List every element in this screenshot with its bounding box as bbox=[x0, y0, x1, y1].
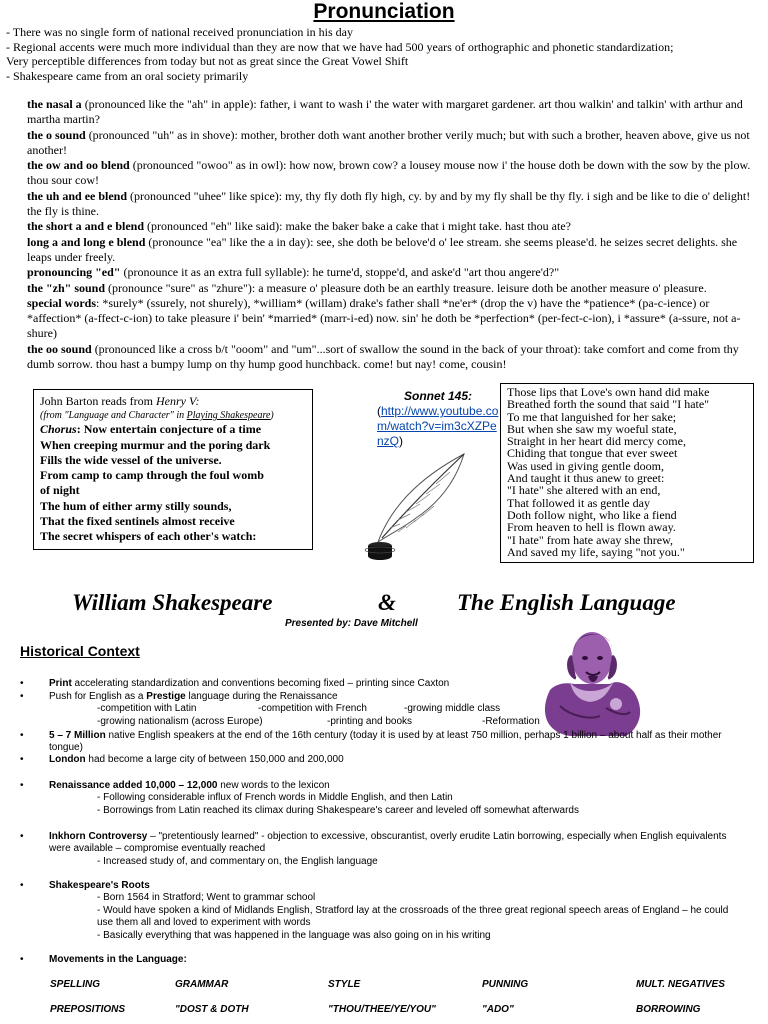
barton-reading-box bbox=[33, 389, 313, 550]
sonnet-line: "I hate" she altered with an end, bbox=[507, 483, 661, 498]
link-paren: ) bbox=[399, 434, 404, 448]
item-term: Inkhorn Controversy bbox=[49, 831, 148, 842]
sonnet-text-box bbox=[500, 383, 754, 563]
verse-line: Fills the wide vessel of the universe. bbox=[40, 452, 222, 467]
bullet: • bbox=[20, 954, 24, 965]
source-book: Playing Shakespeare bbox=[186, 410, 271, 422]
sound-entry bbox=[27, 235, 759, 266]
sound-description: (pronounced "uhee" like spice): my, thy fly doth fly high, cy. by and by my fly shall be thy fly. i sigh and be like to die o' delight! the fly is thine. bbox=[27, 188, 751, 219]
sub-point: - Increased study of, and commentary on, the English language bbox=[97, 855, 378, 867]
sound-entry bbox=[27, 219, 759, 234]
movement-label: STYLE bbox=[328, 979, 361, 990]
sonnet-line: Those lips that Love's own hand did make bbox=[507, 385, 710, 399]
barton-intro-text: John Barton reads from bbox=[40, 394, 156, 408]
sound-description: (pronounced like the "ah" in apple): father, i want to wash i' the water with margaret gardener. art thou walkin' and talkin' with arthur and martha martin? bbox=[27, 97, 743, 127]
sound-term: pronouncing "ed" bbox=[27, 265, 121, 280]
prestige-reasons-row bbox=[49, 703, 749, 715]
intro-line: Very perceptible differences from today but not as great since the Great Vowel Shift bbox=[6, 54, 409, 68]
verse-line: When creeping murmur and the poring dark bbox=[40, 437, 271, 452]
movement-label: "DOST & DOTH bbox=[175, 1004, 249, 1015]
inkhorn-line bbox=[49, 831, 749, 856]
sound-term: special words bbox=[27, 295, 96, 310]
verse-line: From camp to camp through the foul womb bbox=[40, 468, 264, 483]
item-term: London bbox=[49, 754, 86, 765]
item-text: accelerating standardization and conventions becoming fixed – printing since Caxton bbox=[71, 678, 450, 689]
sub-point: - Borrowings from Latin reached its climax during Shakespeare's career and leveled off somewhat afterwards bbox=[97, 804, 579, 816]
sonnet-line: To me that languished for her sake; bbox=[507, 409, 677, 424]
sound-entry bbox=[27, 281, 759, 296]
sound-term: the "zh" sound bbox=[27, 280, 106, 295]
item-text: new words to the lexicon bbox=[217, 780, 330, 791]
historical-context-heading: Historical Context bbox=[20, 643, 140, 659]
item-text: Push for English as a bbox=[49, 691, 147, 702]
sound-description: (pronounce "sure" as "zhure"): a measure o' pleasure doth be an earthly treasure. leisure doth be another measure o' pleasure. bbox=[105, 280, 707, 295]
item-term: Print bbox=[49, 678, 72, 689]
item-text: language during the Renaissance bbox=[185, 691, 338, 702]
sonnet-line: That followed it as gentle day bbox=[507, 495, 650, 510]
sound-description: (pronounced like a cross b/t "ooom" and "um"...sort of swallow the sound in the back of your throat): take comfort and come from thy dumb sorrow. thou hast a bumpy lump on thy hump good hunchback. come! but nay! come, cousin! bbox=[27, 341, 739, 372]
movement-label: "ADO" bbox=[482, 1004, 514, 1015]
sound-guide bbox=[27, 97, 759, 372]
sub-point: - Would have spoken a kind of Midlands English, Stratford lay at the crossroads of the three great regional speech areas of England – he could use them all and loved to experiment with words bbox=[97, 904, 729, 929]
london-item bbox=[49, 754, 749, 766]
bullet: • bbox=[20, 730, 24, 741]
barton-work-title: Henry V: bbox=[155, 394, 200, 408]
prestige-reason: -competition with French bbox=[258, 703, 367, 715]
sonnet-line: Doth follow night, who like a fiend bbox=[507, 507, 677, 522]
sound-entry bbox=[27, 342, 759, 373]
source-prefix: (from "Language and Character" in bbox=[40, 410, 187, 422]
item-term: 5 – 7 Million bbox=[49, 730, 106, 741]
verse-speaker: Chorus bbox=[40, 422, 77, 437]
item-term: Prestige bbox=[146, 691, 186, 702]
movement-label: PREPOSITIONS bbox=[50, 1004, 126, 1015]
prestige-reason: -growing nationalism (across Europe) bbox=[97, 715, 263, 727]
section-banner bbox=[0, 590, 768, 620]
sonnet-link-line bbox=[377, 404, 499, 449]
barton-source bbox=[40, 409, 312, 422]
sound-description: (pronounced "eh" like said): make the baker bake a cake that i might take. hast thou ate? bbox=[144, 219, 571, 234]
sound-entry bbox=[27, 128, 759, 159]
prestige-reason: -Reformation bbox=[482, 715, 540, 727]
sound-description: (pronounce it as an extra full syllable): he turne'd, stoppe'd, and aske'd "art thou angere'd?" bbox=[120, 265, 560, 280]
prestige-reason: -growing middle class bbox=[404, 703, 501, 715]
verse-line: of night bbox=[40, 483, 80, 498]
sonnet-line: And taught it thus anew to greet: bbox=[507, 471, 665, 486]
verse-text: : Now entertain conjecture of a time bbox=[76, 422, 262, 437]
verse-line: That the fixed sentinels almost receive bbox=[40, 514, 235, 529]
sound-description: (pronounced "owoo" as in owl): how now, brown cow? a lousey mouse now i' the house doth be down with the sow by the plow. thou sour cow! bbox=[27, 158, 751, 188]
sound-description: (pronounced "uh" as in shove): mother, brother doth want another brother verily much; but with such a brother, heaven above, give us not another! bbox=[27, 127, 750, 157]
verse-line: The hum of either army stilly sounds, bbox=[40, 498, 232, 513]
verse-line bbox=[40, 422, 312, 437]
sound-description: : *surely* (ssurely, not shurely), *william* (willam) drake's father shall *ne'er* (drop the v) have the *patience* (pa-c-ience) or *affection* (a-ffect-c-ion) to take pleasure i' bein' *married* (marr-i-ed) now. sin' he doth be *perfection* (per-fect-c-ion), i *assure* (a-ssure, not a-shure) bbox=[27, 295, 741, 341]
sonnet-line: From heaven to hell is flown away. bbox=[507, 520, 676, 535]
intro-line: - There was no single form of national received pronunciation in his day bbox=[6, 25, 354, 39]
inkhorn-item bbox=[49, 831, 749, 868]
movements-item bbox=[49, 954, 749, 966]
sonnet-line: And saved my life, saying "not you." bbox=[507, 544, 685, 559]
prestige-item bbox=[49, 691, 749, 728]
page-title: Pronunciation bbox=[313, 0, 455, 23]
item-text: had become a large city of between 150,000 and 200,000 bbox=[85, 754, 344, 765]
sound-term: long a and long e blend bbox=[27, 234, 146, 249]
sound-description: (pronounce "ea" like the a in day): see, she doth be belove'd o' lee stream. she seems please'd. he seizes secret delights. she leaps under freely. bbox=[27, 234, 738, 264]
bullet: • bbox=[20, 831, 24, 842]
prestige-reason: -competition with Latin bbox=[97, 703, 197, 715]
link-paren: ( bbox=[377, 404, 381, 418]
sonnet-video-link[interactable]: http://www.youtube.com/watch?v=im3cXZPenzQ bbox=[377, 404, 499, 448]
quill-and-inkwell-icon bbox=[360, 450, 470, 562]
movement-label: MULT. NEGATIVES bbox=[636, 979, 725, 990]
sound-term: the o sound bbox=[27, 127, 86, 142]
roots-item bbox=[49, 880, 749, 942]
sonnet-line: Was used in giving gentle doom, bbox=[507, 458, 665, 473]
movement-label: PUNNING bbox=[482, 979, 529, 990]
banner-right-title: The English Language bbox=[457, 590, 676, 615]
sound-entry bbox=[27, 189, 759, 220]
prestige-reason: -printing and books bbox=[327, 715, 413, 727]
sound-term: the nasal a bbox=[27, 97, 82, 111]
sub-point: - Basically everything that was happened in the language was also going on in his writing bbox=[97, 929, 491, 941]
sound-term: the uh and ee blend bbox=[27, 188, 128, 203]
banner-left-title: William Shakespeare bbox=[72, 590, 273, 615]
movement-label: SPELLING bbox=[50, 979, 101, 990]
sonnet-line: Chiding that tongue that ever sweet bbox=[507, 446, 678, 461]
speakers-item bbox=[49, 730, 749, 755]
item-term: Movements in the Language: bbox=[49, 954, 187, 965]
item-text: native English speakers at the end of the 16th century (today it is used by at least 750 million, perhaps 1 billion – about half as their mother tongue) bbox=[49, 730, 722, 754]
source-suffix: ) bbox=[270, 410, 274, 422]
prestige-line bbox=[49, 691, 749, 703]
prestige-reasons-row bbox=[49, 716, 749, 728]
sonnet-line: Straight in her heart did mercy come, bbox=[507, 434, 686, 449]
intro-line: - Shakespeare came from an oral society primarily bbox=[6, 68, 249, 83]
movement-label: GRAMMAR bbox=[175, 979, 229, 990]
sound-term: the short a and e blend bbox=[27, 219, 145, 234]
sound-entry bbox=[27, 97, 759, 128]
sound-term: the oo sound bbox=[27, 341, 92, 356]
presenter-credit: Presented by: Dave Mitchell bbox=[285, 618, 418, 629]
banner-ampersand: & bbox=[378, 590, 396, 615]
sub-point: - Following considerable influx of French words in Middle English, and then Latin bbox=[97, 792, 453, 804]
sound-entry bbox=[27, 265, 759, 280]
item-text: – "pretentiously learned" - objection to excessive, obscurantist, overly erudite Latin borrowing, especially when English equivalents were available – compromise eventually reached bbox=[49, 831, 727, 855]
bullet: • bbox=[20, 880, 24, 891]
item-term: Shakespeare's Roots bbox=[49, 880, 150, 891]
bullet: • bbox=[20, 780, 24, 791]
renaissance-item bbox=[49, 780, 749, 817]
bullet: • bbox=[20, 754, 24, 765]
sonnet-line: "I hate" from hate away she threw, bbox=[507, 532, 673, 547]
sonnet-title: Sonnet 145: bbox=[403, 389, 472, 403]
sound-term: the ow and oo blend bbox=[27, 158, 130, 173]
item-term: Renaissance added 10,000 – 12,000 bbox=[49, 780, 218, 791]
sonnet-line: Breathed forth the sound that said "I hate" bbox=[507, 397, 710, 412]
sound-entry bbox=[27, 296, 759, 342]
renaissance-line bbox=[49, 780, 749, 792]
bullet: • bbox=[20, 691, 24, 702]
movement-label: "THOU/THEE/YE/YOU" bbox=[328, 1004, 436, 1015]
bullet: • bbox=[20, 678, 24, 689]
intro-line: - Regional accents were much more individual than they are now that we have had 500 years of orthographic and phonetic standardization; bbox=[6, 39, 674, 54]
sonnet-line: But when she saw my woeful state, bbox=[507, 421, 677, 436]
verse-line: The secret whispers of each other's watch: bbox=[40, 529, 257, 544]
sub-point: - Born 1564 in Stratford; Went to grammar school bbox=[97, 892, 316, 904]
sound-entry bbox=[27, 158, 759, 189]
sonnet-heading bbox=[377, 389, 499, 449]
movement-label: BORROWING bbox=[636, 1004, 701, 1015]
barton-intro bbox=[40, 394, 312, 409]
intro-notes bbox=[6, 25, 764, 83]
print-item bbox=[49, 678, 749, 690]
